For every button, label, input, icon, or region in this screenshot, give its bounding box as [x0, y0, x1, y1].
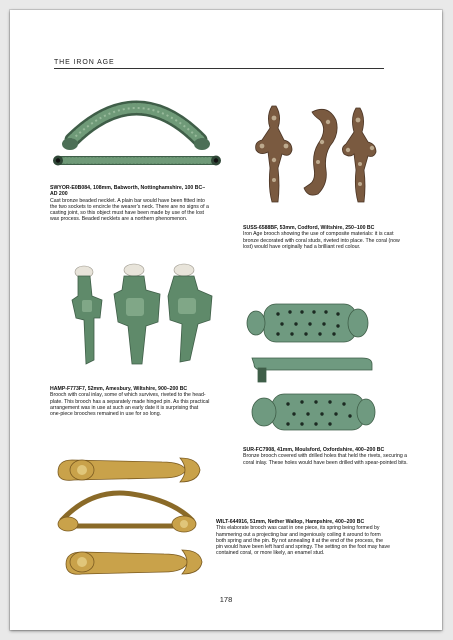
caption-hinged-brooch-text: Brooch with coral inlay, some of which survives, riveted to the head-plate. This brooch has a separately made hinged pin. As this practical arrangement was in use at such an early date it is surprising that one-piece brooches remained in use for so long.: [50, 392, 210, 418]
header-rule: [54, 68, 384, 69]
section-title: THE IRON AGE: [54, 59, 115, 66]
caption-necklet-text: Cast bronze beaded necklet. A plain bar would have been fitted into the two sockets to encircle the wearer's neck. There are no signs of a casting joint, so this object must have been made by use of the lost wax process. Beaded necklets are a northern phenomenon.: [50, 197, 209, 223]
caption-drilled-brooch-text: Bronze brooch covered with drilled holes that held the rivets, securing a coral inlay. These holes would have been drilled with spear-pointed bits.: [243, 453, 408, 466]
book-page: [10, 10, 442, 630]
caption-hinged-brooch: [50, 386, 210, 417]
coral-brooch-photo: [232, 98, 392, 213]
caption-coral-brooch-title: SUSS-6588BF, 53mm, Codford, Wiltshire, 250–100 BC: [243, 225, 375, 231]
caption-gold-brooch: [216, 519, 391, 557]
caption-gold-brooch-text: This elaborate brooch was cast in one piece, its spring being formed by hammering out a projecting bar and ingeniously coiling it around to form both spring and the pin. By not annealing it at the end of the process, the pin would have been left hard and springy. The setting on the foot may have contained coral, or more likely, an enamel stud.: [216, 525, 390, 557]
page-number: 178: [219, 595, 233, 604]
caption-necklet: [50, 185, 210, 223]
caption-drilled-brooch-title: SUR-FC7908, 41mm, Moulsford, Oxfordshire, 400–200 BC: [243, 447, 385, 453]
drilled-brooch-photo: [242, 298, 392, 438]
caption-gold-brooch-title: WILT-644916, 51mm, Nether Wallop, Hampshire, 400–200 BC: [216, 519, 365, 525]
necklet-photo: [50, 82, 225, 177]
caption-hinged-brooch-title: HAMP-F773F7, 52mm, Amesbury, Wiltshire, 900–200 BC: [50, 386, 188, 392]
caption-coral-brooch: [243, 225, 408, 250]
caption-necklet-title: SWYOR-E0B084, 108mm, Babworth, Nottinghamshire, 100 BC–AD 200: [50, 185, 206, 198]
hinged-brooch-photo: [62, 260, 222, 370]
gold-brooch-photo: [52, 450, 212, 588]
caption-drilled-brooch: [243, 447, 408, 466]
caption-coral-brooch-text: Iron Age brooch showing the use of composite materials: it is cast bronze decorated with coral studs, riveted into place. The coral (now lost) would have originally had a brilliant red colour.: [243, 231, 400, 250]
